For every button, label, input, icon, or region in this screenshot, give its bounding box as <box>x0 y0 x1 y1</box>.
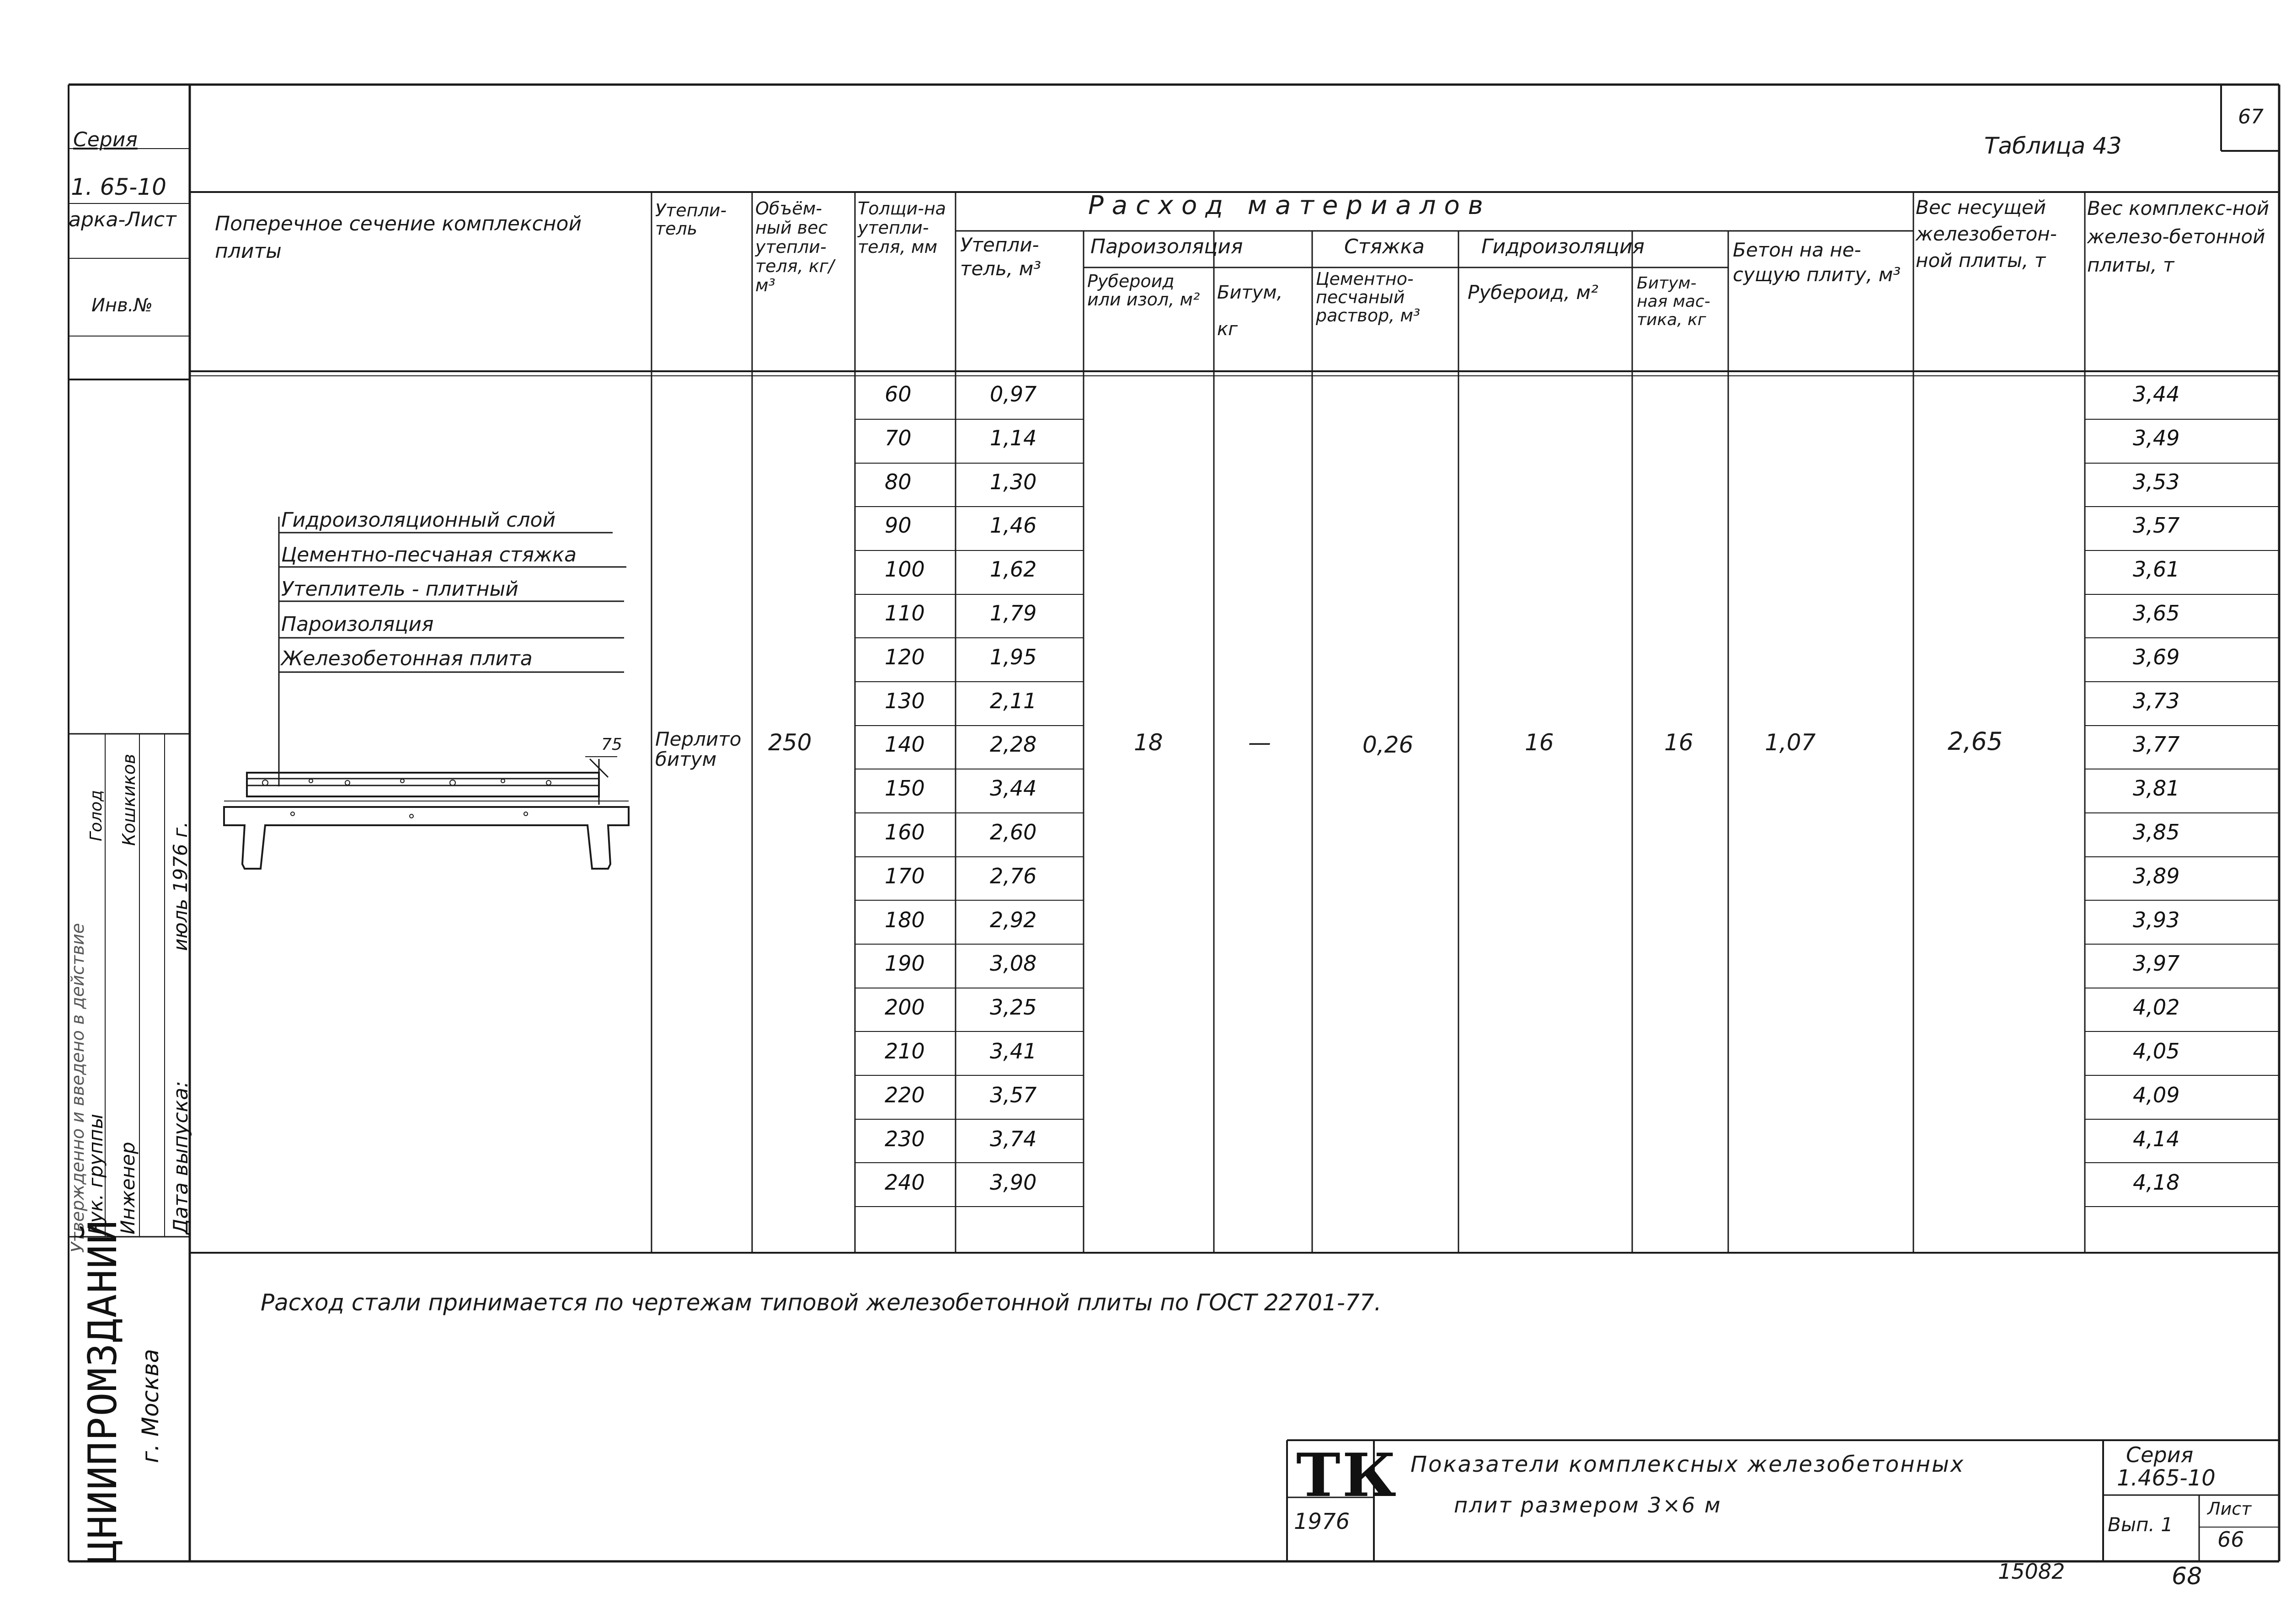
row-thickness: 220 <box>885 1082 925 1107</box>
header-hydro: Гидроизоляция <box>1481 235 1645 258</box>
cell-hydro-mastic: 16 <box>1664 729 1693 756</box>
row-insulation-volume: 2,28 <box>990 732 1037 757</box>
tk-logo: ТК <box>1296 1440 1398 1510</box>
row-complex-weight: 3,69 <box>2133 644 2180 669</box>
header-vapor-ruberoid: Рубероид или изол, м² <box>1087 271 1200 310</box>
bottom-left-number: 15082 <box>1998 1559 2065 1584</box>
dimension-label: 75 <box>601 735 622 754</box>
header-volume-weight: Объём-ный вес утепли-теля, кг/м³ <box>755 198 834 295</box>
row-thickness: 180 <box>885 907 925 932</box>
tb-series-label: Серия <box>2126 1442 2194 1467</box>
row-thickness: 110 <box>885 601 925 625</box>
row-complex-weight: 3,97 <box>2133 951 2180 976</box>
cell-volume-weight: 250 <box>768 729 812 756</box>
row-thickness: 190 <box>885 951 925 976</box>
row-complex-weight: 4,09 <box>2133 1082 2180 1107</box>
row-thickness: 170 <box>885 863 925 888</box>
row-complex-weight: 4,14 <box>2133 1126 2180 1151</box>
row-thickness: 130 <box>885 688 925 713</box>
header-insulation: Утепли-тель <box>655 200 727 239</box>
cell-weight-bearing: 2,65 <box>1948 727 2003 756</box>
layer-label-5: Железобетонная плита <box>281 647 533 670</box>
cell-vapor-ruberoid: 18 <box>1134 729 1163 756</box>
row-complex-weight: 4,18 <box>2133 1170 2180 1195</box>
row-insulation-volume: 3,08 <box>990 951 1037 976</box>
tk-year: 1976 <box>1294 1509 1350 1534</box>
steel-note: Расход стали принимается по чертежам типовой железобетонной плиты по ГОСТ 22701-77. <box>261 1289 1382 1316</box>
row-thickness: 70 <box>885 425 912 450</box>
org-name: ЦНИИПРОМЗДАНИЙ <box>80 1219 126 1564</box>
stamp-role-engineer: Инженер <box>117 1142 139 1234</box>
bottom-right-number: 68 <box>2172 1563 2202 1590</box>
row-insulation-volume: 2,11 <box>990 688 1037 713</box>
row-thickness: 80 <box>885 469 912 494</box>
header-hydro-ruberoid: Рубероид, м² <box>1468 281 1598 304</box>
stamp-inv-label: Инв.№ <box>91 295 153 316</box>
row-thickness: 200 <box>885 995 925 1020</box>
row-insulation-volume: 1,62 <box>990 557 1037 582</box>
tb-series-value: 1.465-10 <box>2117 1465 2216 1491</box>
row-insulation-volume: 3,41 <box>990 1039 1037 1063</box>
row-insulation-volume: 2,76 <box>990 863 1037 888</box>
row-complex-weight: 4,05 <box>2133 1039 2180 1063</box>
row-thickness: 140 <box>885 732 925 757</box>
row-thickness: 100 <box>885 557 925 582</box>
layer-label-2: Цементно-песчаная стяжка <box>281 543 577 566</box>
section-diagram <box>224 517 629 869</box>
cell-vapor-bitumen: — <box>1248 729 1271 756</box>
layer-label-4: Пароизоляция <box>281 613 434 636</box>
row-thickness: 150 <box>885 776 925 801</box>
cell-concrete: 1,07 <box>1765 729 1816 756</box>
header-weight-complex: Вес комплекс-ной железо-бетонной плиты, т <box>2087 197 2270 276</box>
row-thickness: 60 <box>885 382 912 406</box>
row-insulation-volume: 0,97 <box>990 382 1037 406</box>
stamp-series-value: 1. 65-10 <box>71 174 166 200</box>
stamp-name-1: Голод <box>87 790 106 841</box>
row-thickness: 240 <box>885 1170 925 1195</box>
cell-screed: 0,26 <box>1362 732 1414 758</box>
row-complex-weight: 3,93 <box>2133 907 2180 932</box>
stamp-role-date: Дата выпуска: <box>169 1081 192 1234</box>
layer-label-3: Утеплитель - плитный <box>281 577 518 601</box>
row-thickness: 230 <box>885 1126 925 1151</box>
header-thickness: Толщи-на утепли-теля, мм <box>858 198 946 257</box>
layer-label-1: Гидроизоляционный слой <box>281 508 556 532</box>
row-insulation-volume: 3,90 <box>990 1170 1037 1195</box>
row-complex-weight: 3,49 <box>2133 425 2180 450</box>
header-vapor-bitumen: Битум, кг <box>1217 282 1283 340</box>
row-insulation-volume: 3,74 <box>990 1126 1037 1151</box>
row-insulation-volume: 3,44 <box>990 776 1037 801</box>
row-complex-weight: 3,85 <box>2133 820 2180 844</box>
header-consumption: Расход материалов <box>1088 191 1491 220</box>
row-insulation-volume: 1,46 <box>990 513 1037 538</box>
row-insulation-volume: 1,95 <box>990 644 1037 669</box>
cell-insulation: Перлито битум <box>655 728 742 770</box>
row-complex-weight: 3,65 <box>2133 601 2180 625</box>
row-insulation-volume: 2,60 <box>990 820 1037 844</box>
header-insul-m3: Утепли-тель, м³ <box>960 234 1042 280</box>
header-screed-mortar: Цементно-песчаный раствор, м³ <box>1316 269 1421 326</box>
row-insulation-volume: 2,92 <box>990 907 1037 932</box>
header-screed: Стяжка <box>1344 235 1425 258</box>
title-line-2: плит размером 3×6 м <box>1454 1493 1722 1517</box>
row-insulation-volume: 3,25 <box>990 995 1037 1020</box>
stamp-name-2: Кошкиков <box>119 753 139 846</box>
tb-sheet-value: 66 <box>2217 1527 2244 1552</box>
table-label: Таблица 43 <box>1984 133 2122 159</box>
row-thickness: 120 <box>885 644 925 669</box>
org-city: г. Москва <box>137 1349 164 1463</box>
row-complex-weight: 4,02 <box>2133 995 2180 1020</box>
row-thickness: 160 <box>885 820 925 844</box>
tb-issue: Вып. 1 <box>2108 1513 2173 1536</box>
header-weight-bearing: Вес несущей железобетон-ной плиты, т <box>1916 196 2057 272</box>
row-complex-weight: 3,53 <box>2133 469 2180 494</box>
header-concrete: Бетон на не-сущую плиту, м³ <box>1733 239 1901 286</box>
stamp-series-label: Серия <box>73 128 138 151</box>
row-insulation-volume: 3,57 <box>990 1082 1037 1107</box>
stamp-top-text: Утвержденно и введено в действие <box>68 923 88 1253</box>
row-complex-weight: 3,44 <box>2133 382 2180 406</box>
row-thickness: 90 <box>885 513 912 538</box>
row-complex-weight: 3,73 <box>2133 688 2180 713</box>
stamp-name-3: июль 1976 г. <box>169 821 192 951</box>
row-complex-weight: 3,57 <box>2133 513 2180 538</box>
row-complex-weight: 3,81 <box>2133 776 2180 801</box>
stamp-role-head: Рук. группы <box>85 1114 107 1234</box>
header-hydro-mastic: Битум-ная мас-тика, кг <box>1637 274 1710 329</box>
header-section: Поперечное сечение комплексной плиты <box>215 212 582 263</box>
row-insulation-volume: 1,79 <box>990 601 1037 625</box>
row-complex-weight: 3,89 <box>2133 863 2180 888</box>
page-number: 67 <box>2238 105 2264 128</box>
row-complex-weight: 3,61 <box>2133 557 2180 582</box>
title-line-1: Показатели комплексных железобетонных <box>1410 1452 1965 1477</box>
row-insulation-volume: 1,14 <box>990 425 1037 450</box>
header-vapor: Пароизоляция <box>1090 235 1243 258</box>
row-insulation-volume: 1,30 <box>990 469 1037 494</box>
row-thickness: 210 <box>885 1039 925 1063</box>
stamp-mark-label: арка-Лист <box>69 208 176 231</box>
tb-sheet-label: Лист <box>2207 1499 2252 1519</box>
cell-hydro-ruberoid: 16 <box>1525 729 1554 756</box>
row-complex-weight: 3,77 <box>2133 732 2180 757</box>
